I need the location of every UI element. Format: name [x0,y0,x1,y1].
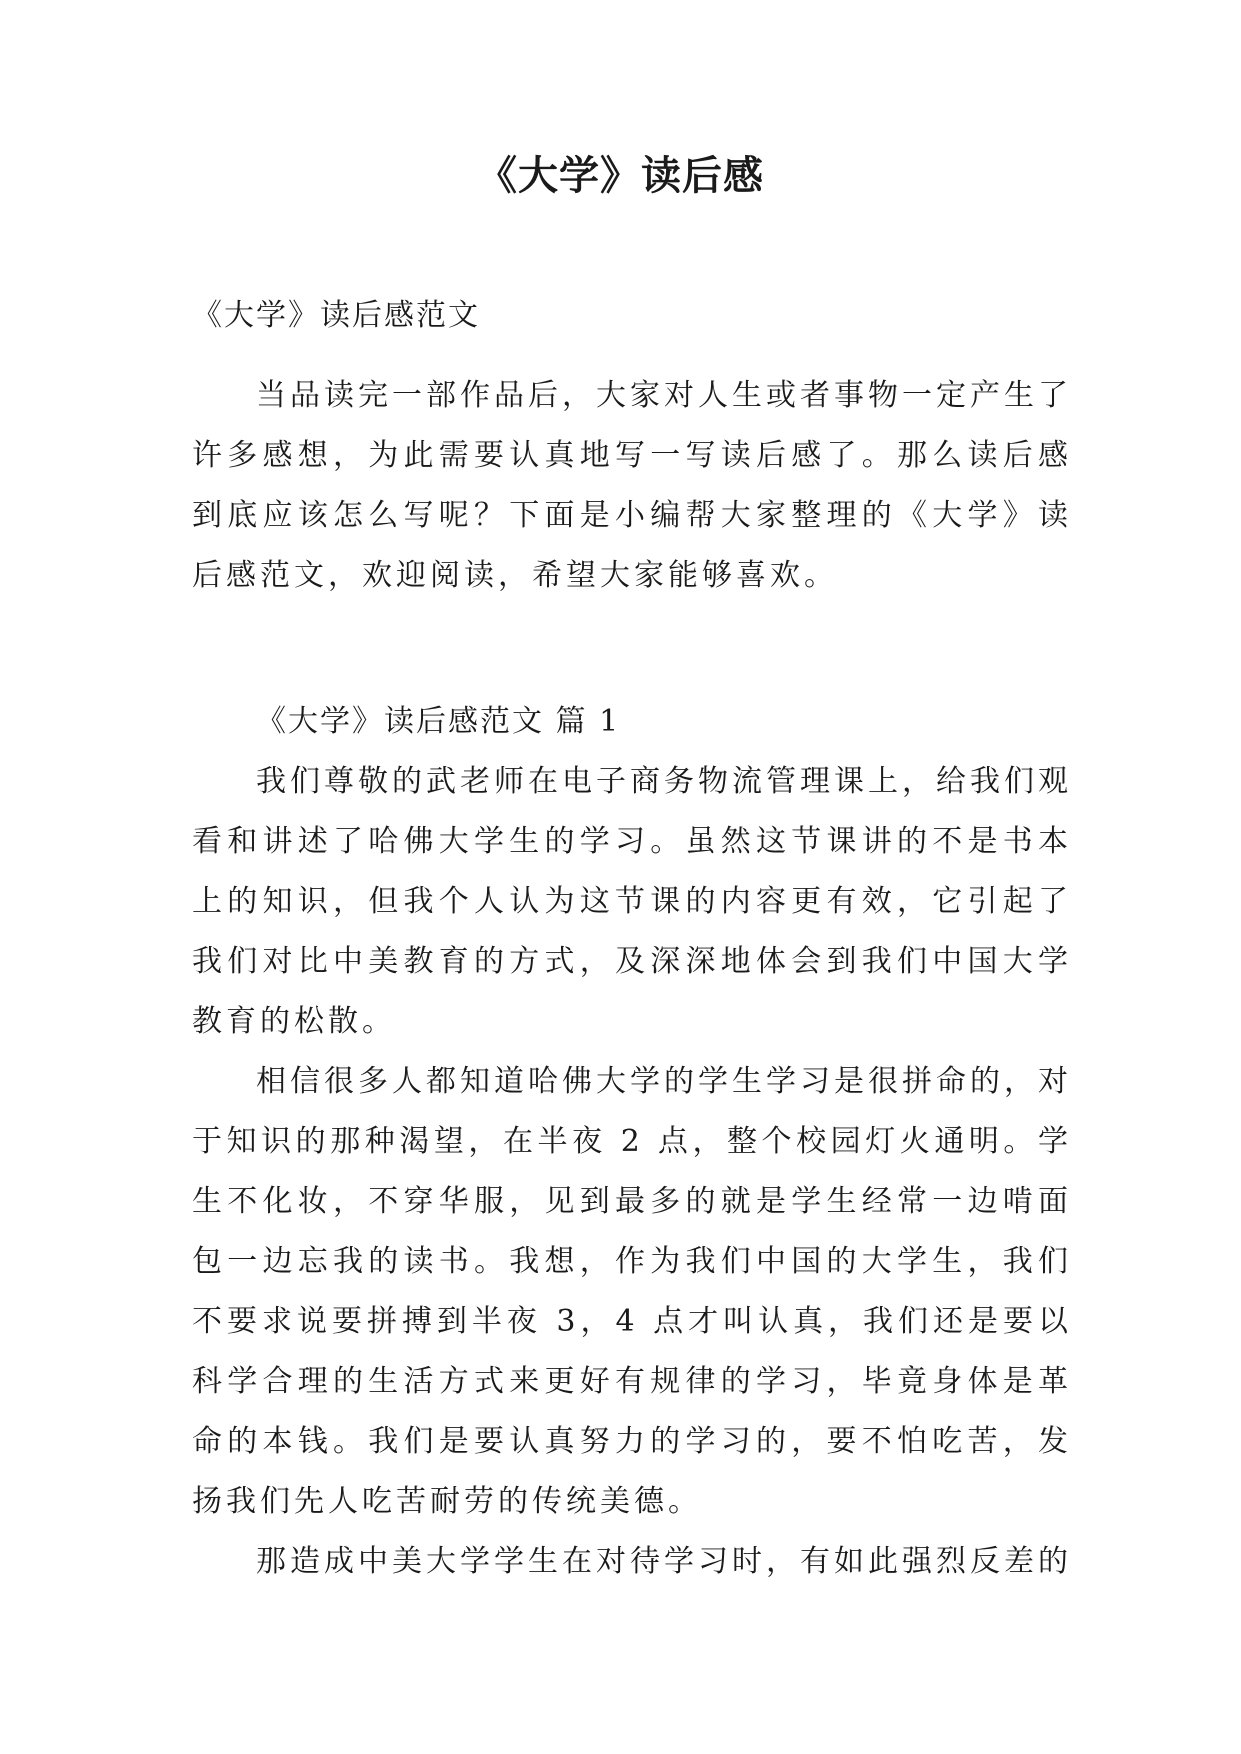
essay-body [192,752,1072,1592]
section-heading: 《大学》读后感范文 篇 1 [256,704,621,739]
body-paragraph-3: 那造成中美大学学生在对待学习时，有如此强烈反差的 [256,1544,1072,1579]
body-paragraph-2: 相信很多人都知道哈佛大学的学生学习是很拼命的，对于知识的那种渴望，在半夜 2 点，整个校园灯火通明。学生不化妆，不穿华服，见到最多的就是学生经常一边啃面包一边忘我的读书。我想，作为我们中国的大学生，我们不要求说要拼搏到半夜 3，4 点才叫认真，我们还是要以科学合理的生活方式来更好有规律的学习，毕竟身体是革命的本钱。我们是要认真努力的学习的，要不怕吃苦，发扬我们先人吃苦耐劳的传统美德。 [192,1064,1072,1519]
intro-paragraph: 当品读完一部作品后，大家对人生或者事物一定产生了许多感想，为此需要认真地写一写读后感了。那么读后感到底应该怎么写呢？下面是小编帮大家整理的《大学》读后感范文，欢迎阅读，希望大家能够喜欢。 [192,378,1072,593]
body-paragraph-1: 我们尊敬的武老师在电子商务物流管理课上，给我们观看和讲述了哈佛大学生的学习。虽然这节课讲的不是书本上的知识，但我个人认为这节课的内容更有效，它引起了我们对比中美教育的方式，及深深地体会到我们中国大学教育的松散。 [192,764,1072,1039]
document-subtitle: 《大学》读后感范文 [192,298,480,333]
intro-block [192,366,1072,606]
document-title: 《大学》读后感 [477,153,764,199]
